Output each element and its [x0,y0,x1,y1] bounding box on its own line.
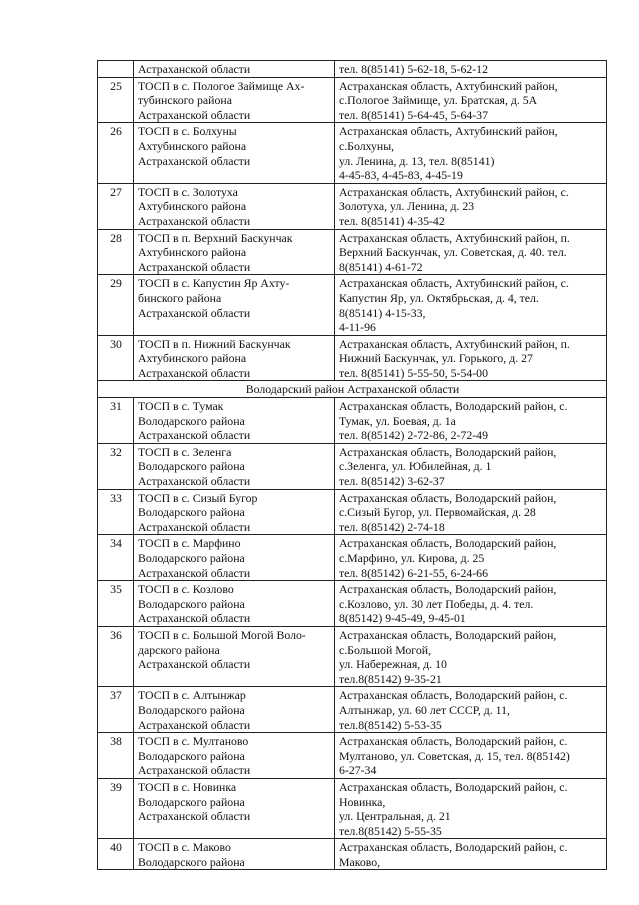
office-address: Астраханская область, Ахтубинский район, с. Капустин Яр, ул. Октябрьская, д. 4, тел. 8(85141) 4-15-33, 4-11-96 [335,275,607,335]
office-address: Астраханская область, Ахтубинский район, п. Нижний Баскунчак, ул. Горького, д. 27 тел. 8(85141) 5-55-50, 5-54-00 [335,335,607,381]
office-name: Астраханской области [134,61,335,78]
table-row [98,61,607,78]
table-row [98,443,607,489]
office-address: Астраханская область, Володарский район, с. Мултаново, ул. Советская, д. 15, тел. 8(85142) 6-27-34 [335,733,607,779]
office-address: Астраханская область, Володарский район, с.Сизый Бугор, ул. Первомайская, д. 28 тел. 8(85142) 2-74-18 [335,489,607,535]
section-header-row [98,381,607,398]
office-name: ТОСП в п. Нижний Баскунчак Ахтубинского района Астраханской области [134,335,335,381]
row-number: 31 [98,398,134,444]
row-number: 30 [98,335,134,381]
office-address: Астраханская область, Ахтубинский район, с.Пологое Займище, ул. Братская, д. 5А тел. 8(85141) 5-64-45, 5-64-37 [335,77,607,123]
table-row [98,733,607,779]
office-address: Астраханская область, Володарский район, с. Алтынжар, ул. 60 лет СССР, д. 11, тел.8(85142) 5-53-35 [335,687,607,733]
office-address: Астраханская область, Володарский район, с.Зеленга, ул. Юбилейная, д. 1 тел. 8(85142) 3-62-37 [335,443,607,489]
table-row [98,398,607,444]
table-row [98,229,607,275]
row-number: 25 [98,77,134,123]
row-number: 34 [98,535,134,581]
office-name: ТОСП в с. Мултаново Володарского района Астраханской области [134,733,335,779]
office-name: ТОСП в с. Болхуны Ахтубинского района Астраханской области [134,123,335,183]
office-address: Астраханская область, Володарский район, с. Маково, [335,839,607,870]
row-number: 39 [98,778,134,838]
office-address: Астраханская область, Володарский район, с. Новинка, ул. Центральная, д. 21 тел.8(85142) 5-55-35 [335,778,607,838]
row-number: 35 [98,581,134,627]
office-address: Астраханская область, Володарский район, с.Козлово, ул. 30 лет Победы, д. 4. тел. 8(85142) 9-45-49, 9-45-01 [335,581,607,627]
table-row [98,626,607,686]
table-row [98,77,607,123]
table-row [98,839,607,870]
row-number [98,61,134,78]
row-number: 37 [98,687,134,733]
tosp-address-table [97,60,607,870]
office-address: Астраханская область, Володарский район, с.Большой Могой, ул. Набережная, д. 10 тел.8(85142) 9-35-21 [335,626,607,686]
table-row [98,275,607,335]
table-row [98,489,607,535]
table-row [98,123,607,183]
office-address: Астраханская область, Володарский район, с.Марфино, ул. Кирова, д. 25 тел. 8(85142) 6-21-55, 6-24-66 [335,535,607,581]
table-row [98,535,607,581]
row-number: 33 [98,489,134,535]
office-name: ТОСП в с. Новинка Володарского района Астраханской области [134,778,335,838]
office-address: Астраханская область, Володарский район, с. Тумак, ул. Боевая, д. 1а тел. 8(85142) 2-72-86, 2-72-49 [335,398,607,444]
office-name: ТОСП в с. Пологое Займище Ах- тубинского района Астраханской области [134,77,335,123]
table-row [98,778,607,838]
office-name: ТОСП в с. Марфино Володарского района Астраханской области [134,535,335,581]
office-name: ТОСП в с. Козлово Володарского района Астраханской области [134,581,335,627]
office-name: ТОСП в с. Золотуха Ахтубинского района Астраханской области [134,183,335,229]
office-address: тел. 8(85141) 5-62-18, 5-62-12 [335,61,607,78]
office-name: ТОСП в с. Большой Могой Воло- дарского района Астраханской области [134,626,335,686]
office-address: Астраханская область, Ахтубинский район, п. Верхний Баскунчак, ул. Советская, д. 40. тел. 8(85141) 4-61-72 [335,229,607,275]
table-row [98,335,607,381]
office-name: ТОСП в с. Капустин Яр Ахту- бинского района Астраханской области [134,275,335,335]
office-name: ТОСП в с. Зеленга Володарского района Астраханской области [134,443,335,489]
office-name: ТОСП в с. Тумак Володарского района Астраханской области [134,398,335,444]
table-body [98,61,607,870]
table-row [98,687,607,733]
row-number: 27 [98,183,134,229]
office-name: ТОСП в с. Маково Володарского района [134,839,335,870]
office-name: ТОСП в п. Верхний Баскунчак Ахтубинского района Астраханской области [134,229,335,275]
office-name: ТОСП в с. Алтынжар Володарского района Астраханской области [134,687,335,733]
row-number: 32 [98,443,134,489]
office-address: Астраханская область, Ахтубинский район, с.Болхуны, ул. Ленина, д. 13, тел. 8(85141) 4-45-83, 4-45-83, 4-45-19 [335,123,607,183]
office-address: Астраханская область, Ахтубинский район, с. Золотуха, ул. Ленина, д. 23 тел. 8(85141) 4-35-42 [335,183,607,229]
row-number: 28 [98,229,134,275]
row-number: 38 [98,733,134,779]
office-name: ТОСП в с. Сизый Бугор Володарского района Астраханской области [134,489,335,535]
table-row [98,183,607,229]
row-number: 29 [98,275,134,335]
table-row [98,581,607,627]
row-number: 40 [98,839,134,870]
row-number: 36 [98,626,134,686]
row-number: 26 [98,123,134,183]
section-title: Володарский район Астраханской области [98,381,607,398]
